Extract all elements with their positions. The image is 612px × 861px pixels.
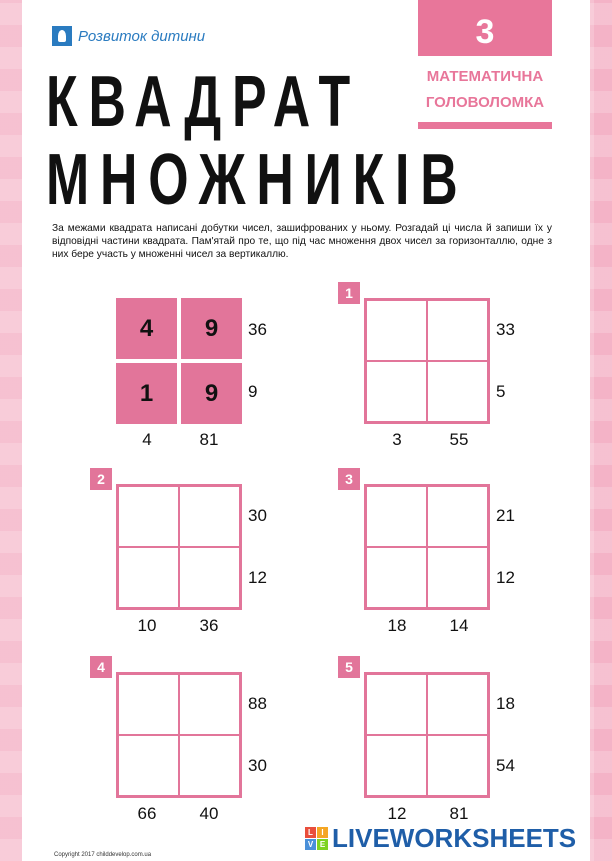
- row-product-label: 18: [496, 694, 515, 713]
- puzzle-4: [97, 659, 267, 823]
- puzzle-grid: [364, 672, 490, 798]
- row-product-label: 30: [248, 506, 267, 525]
- answer-cell[interactable]: [427, 735, 488, 796]
- answer-cell[interactable]: [118, 486, 179, 547]
- answer-cell[interactable]: [366, 300, 427, 361]
- worksheet-number-badge: 3: [418, 0, 552, 56]
- answer-input[interactable]: [119, 487, 178, 546]
- answer-input[interactable]: [428, 487, 487, 546]
- column-product-label: 66: [137, 804, 157, 823]
- column-product-label: 81: [449, 804, 469, 823]
- column-product-label: 10: [137, 616, 157, 635]
- example-cell: 1: [116, 363, 177, 424]
- puzzle-number: 1: [338, 282, 360, 304]
- example-cell: 4: [116, 298, 177, 359]
- row-product-label: 21: [496, 506, 515, 525]
- subtitle-line-2: ГОЛОВОЛОМКА: [425, 94, 545, 111]
- example-cell: 9: [181, 363, 242, 424]
- puzzle-2: [97, 471, 267, 635]
- row-product-label: 12: [248, 568, 267, 587]
- row-product-label: 88: [248, 694, 267, 713]
- instructions-text: За межами квадрата написані добутки чисел, зашифрованих у ньому. Розгадай ці числа й запиши їх у відповідні частини квадрата. Пам'ятай про те, що під час множення двох чисел за горизонталлю, одне з них бере участь у множенні чисел за вертикаллю.: [52, 223, 552, 260]
- column-product-label: 4: [142, 430, 152, 449]
- answer-input[interactable]: [119, 675, 178, 734]
- answer-input[interactable]: [428, 301, 487, 360]
- puzzle-grid: [116, 672, 242, 798]
- example-cell: 9: [181, 298, 242, 359]
- subtitle-line-1: МАТЕМАТИЧНА: [426, 68, 544, 85]
- copyright-text: Copyright 2017 childdevelop.com.ua: [54, 852, 152, 858]
- row-product-label: 9: [248, 382, 258, 401]
- answer-cell[interactable]: [427, 674, 488, 735]
- answer-input[interactable]: [428, 736, 487, 795]
- puzzle-grid: [364, 298, 490, 424]
- subtitle-rule: [418, 122, 552, 129]
- answer-input[interactable]: [428, 548, 487, 607]
- liveworksheets-icon: [305, 827, 328, 850]
- row-product-label: 54: [496, 756, 515, 775]
- column-product-label: 40: [199, 804, 219, 823]
- answer-input[interactable]: [367, 736, 426, 795]
- puzzle-number: 3: [338, 468, 360, 490]
- answer-input[interactable]: [180, 736, 239, 795]
- row-product-label: 30: [248, 756, 267, 775]
- child-logo-icon: [52, 26, 72, 46]
- answer-input[interactable]: [367, 301, 426, 360]
- lw-letter: E: [317, 839, 328, 850]
- lw-letter: L: [305, 827, 316, 838]
- puzzle-grid: [364, 484, 490, 610]
- answer-cell[interactable]: [118, 547, 179, 608]
- lw-letter: V: [305, 839, 316, 850]
- answer-cell[interactable]: [118, 674, 179, 735]
- answer-cell[interactable]: [366, 547, 427, 608]
- answer-input[interactable]: [119, 548, 178, 607]
- brand-name: Розвиток дитини: [78, 27, 206, 45]
- answer-input[interactable]: [367, 487, 426, 546]
- puzzle-number: 5: [338, 656, 360, 678]
- row-product-label: 12: [496, 568, 515, 587]
- column-product-label: 55: [449, 430, 469, 449]
- title-line-2: МНОЖНИКІВ: [46, 140, 469, 220]
- column-product-label: 12: [387, 804, 407, 823]
- answer-input[interactable]: [428, 675, 487, 734]
- column-product-label: 3: [392, 430, 402, 449]
- answer-input[interactable]: [119, 736, 178, 795]
- title-line-1: КВАДРАТ: [46, 62, 361, 142]
- answer-cell[interactable]: [179, 547, 240, 608]
- column-product-label: 81: [199, 430, 219, 449]
- puzzle-3: [345, 471, 515, 635]
- answer-input[interactable]: [180, 548, 239, 607]
- answer-cell[interactable]: [366, 735, 427, 796]
- answer-input[interactable]: [367, 548, 426, 607]
- row-product-label: 33: [496, 320, 515, 339]
- liveworksheets-text: LIVEWORKSHEETS: [332, 823, 577, 853]
- example-puzzle: [116, 298, 267, 449]
- answer-input[interactable]: [180, 675, 239, 734]
- column-product-label: 18: [387, 616, 407, 635]
- answer-input[interactable]: [367, 362, 426, 421]
- answer-cell[interactable]: [427, 361, 488, 422]
- puzzle-1: [345, 285, 515, 449]
- answer-cell[interactable]: [366, 674, 427, 735]
- example-grid: [116, 298, 242, 424]
- answer-cell[interactable]: [427, 300, 488, 361]
- answer-cell[interactable]: [118, 735, 179, 796]
- liveworksheets-logo[interactable]: [305, 823, 576, 854]
- puzzle-5: [345, 659, 515, 823]
- column-product-label: 14: [449, 616, 469, 635]
- answer-cell[interactable]: [179, 486, 240, 547]
- puzzle-number: 2: [90, 468, 112, 490]
- answer-input[interactable]: [367, 675, 426, 734]
- answer-cell[interactable]: [427, 486, 488, 547]
- puzzle-grid: [116, 484, 242, 610]
- column-product-label: 36: [199, 616, 219, 635]
- row-product-label: 5: [496, 382, 506, 401]
- answer-cell[interactable]: [366, 486, 427, 547]
- lw-letter: I: [317, 827, 328, 838]
- answer-cell[interactable]: [179, 735, 240, 796]
- answer-input[interactable]: [428, 362, 487, 421]
- answer-input[interactable]: [180, 487, 239, 546]
- row-product-label: 36: [248, 320, 267, 339]
- answer-cell[interactable]: [179, 674, 240, 735]
- brand-logo: [52, 26, 205, 46]
- puzzle-number: 4: [90, 656, 112, 678]
- answer-cell[interactable]: [427, 547, 488, 608]
- answer-cell[interactable]: [366, 361, 427, 422]
